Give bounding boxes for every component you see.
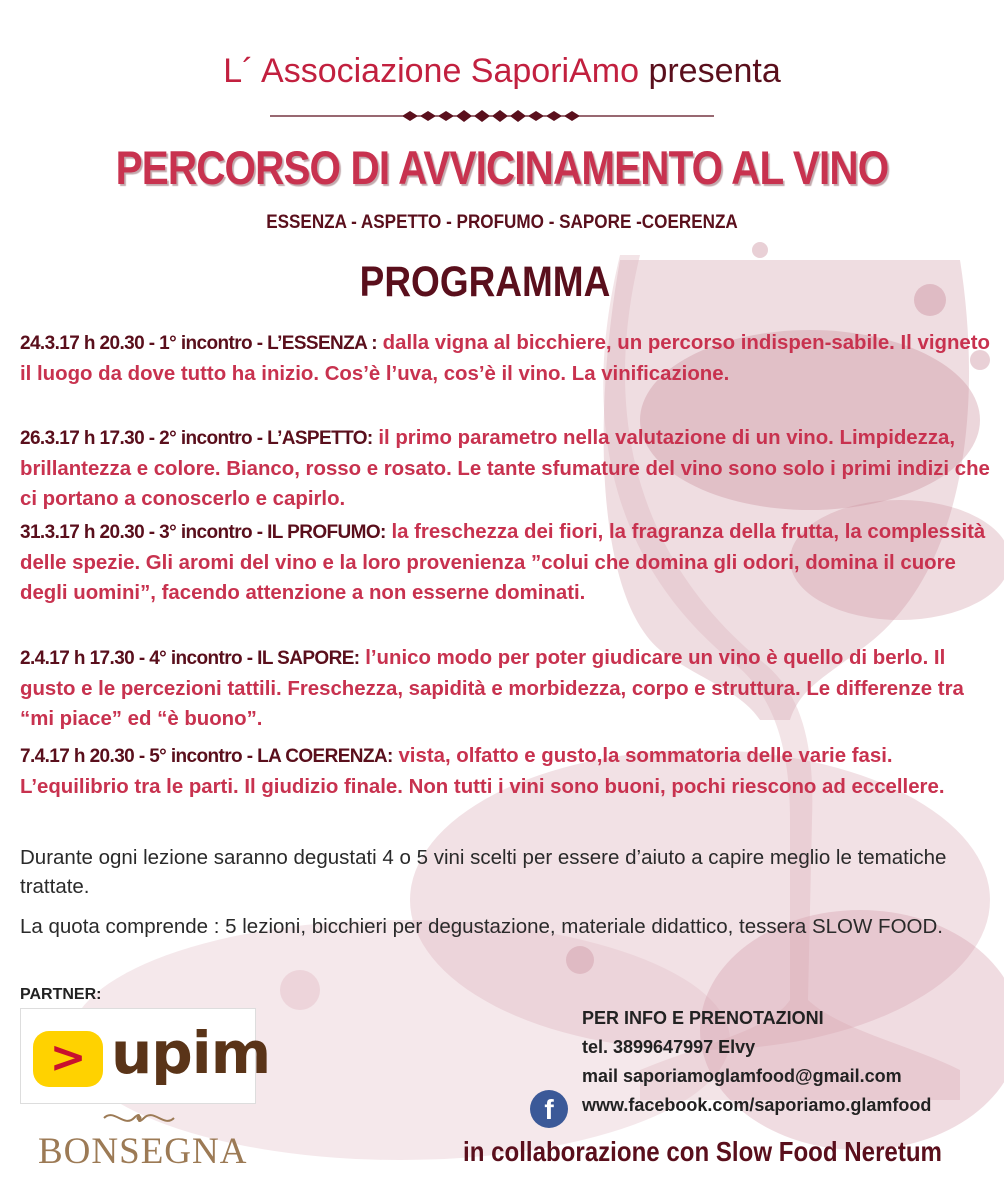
programma-heading: PROGRAMMA — [359, 258, 611, 306]
program-item-5 — [20, 741, 995, 802]
association-line — [0, 52, 1004, 91]
program-item-text: la freschezza dei fiori, la fragranza della frutta, la complessità delle spezie. Gli aromi del vino e la loro provenienza ”colui che domina gli odori, domina il cuore degli uomini”, facendo attenzione a non esserne dominati. — [20, 521, 986, 604]
flourish-ornament-icon — [100, 1108, 178, 1128]
program-item-text: dalla vigna al bicchiere, un percorso indispen-sabile. Il vigneto il luogo da dove tutto ha inizio. Cos’è l’uva, cos’è il vino. La vinificazione. — [20, 332, 991, 385]
contact-phone: tel. 3899647997 Elvy — [582, 1037, 756, 1057]
collaboration-line: in collaborazione con Slow Food Neretum — [463, 1136, 942, 1167]
program-item-4 — [20, 643, 995, 734]
tasting-note: Durante ogni lezione saranno degustati 4 o 5 vini scelti per essere d’aiuto a capire meglio le tematiche trattate. — [20, 846, 947, 898]
program-item-lead: 7.4.17 h 20.30 - 5° incontro - LA COERENZA: — [20, 746, 393, 767]
main-title: PERCORSO DI AVVICINAMENTO AL VINO — [115, 141, 889, 194]
bonsegna-logo: BONSEGNA — [38, 1131, 248, 1172]
subtitle: ESSENZA - ASPETTO - PROFUMO - SAPORE -COERENZA — [266, 212, 738, 233]
info-heading: PER INFO E PRENOTAZIONI — [582, 1008, 824, 1028]
program-item-lead: 31.3.17 h 20.30 - 3° incontro - IL PROFUMO: — [20, 522, 386, 543]
program-item-text: vista, olfatto e gusto,la sommatoria delle varie fasi. L’equilibrio tra le parti. Il giudizio finale. Non tutti i vini sono buoni, pochi riescono ad eccellere. — [20, 745, 945, 798]
upim-logo — [20, 1008, 271, 1104]
facebook-link[interactable]: www.facebook.com/saporiamo.glamfood — [582, 1095, 932, 1115]
program-item-lead: 2.4.17 h 17.30 - 4° incontro - IL SAPORE: — [20, 648, 360, 669]
association-name: L´ Associazione SaporiAmo — [223, 52, 639, 90]
partner-label: PARTNER: — [20, 986, 102, 1003]
contact-email: mail saporiamoglamfood@gmail.com — [582, 1066, 902, 1086]
program-item-text: l’unico modo per poter giudicare un vino è quello di berlo. Il gusto e le percezioni tattili. Freschezza, sapidità e morbidezza, corpo e struttura. Le differenze tra “mi piace” ed “è buono”. — [20, 647, 964, 730]
presents-word: presenta — [648, 52, 781, 90]
program-item-text: il primo parametro nella valutazione di un vino. Limpidezza, brillantezza e colore. Bianco, rosso e rosato. Le tante sfumature del vino sono solo i primi indizi che ci portano a conoscerlo e capirlo. — [20, 427, 990, 510]
diamond-divider-icon — [270, 108, 714, 124]
program-item-lead: 24.3.17 h 20.30 - 1° incontro - L’ESSENZA : — [20, 333, 377, 354]
program-item-3 — [20, 517, 995, 608]
upim-arrow-badge: > — [33, 1031, 103, 1087]
fee-note: La quota comprende : 5 lezioni, bicchieri per degustazione, materiale didattico, tessera SLOW FOOD. — [20, 915, 943, 938]
program-item-2 — [20, 423, 995, 514]
upim-wordmark: upim — [111, 1019, 271, 1087]
facebook-icon[interactable]: f — [530, 1090, 568, 1128]
program-item-lead: 26.3.17 h 17.30 - 2° incontro - L’ASPETTO: — [20, 428, 373, 449]
program-item-1 — [20, 328, 995, 389]
